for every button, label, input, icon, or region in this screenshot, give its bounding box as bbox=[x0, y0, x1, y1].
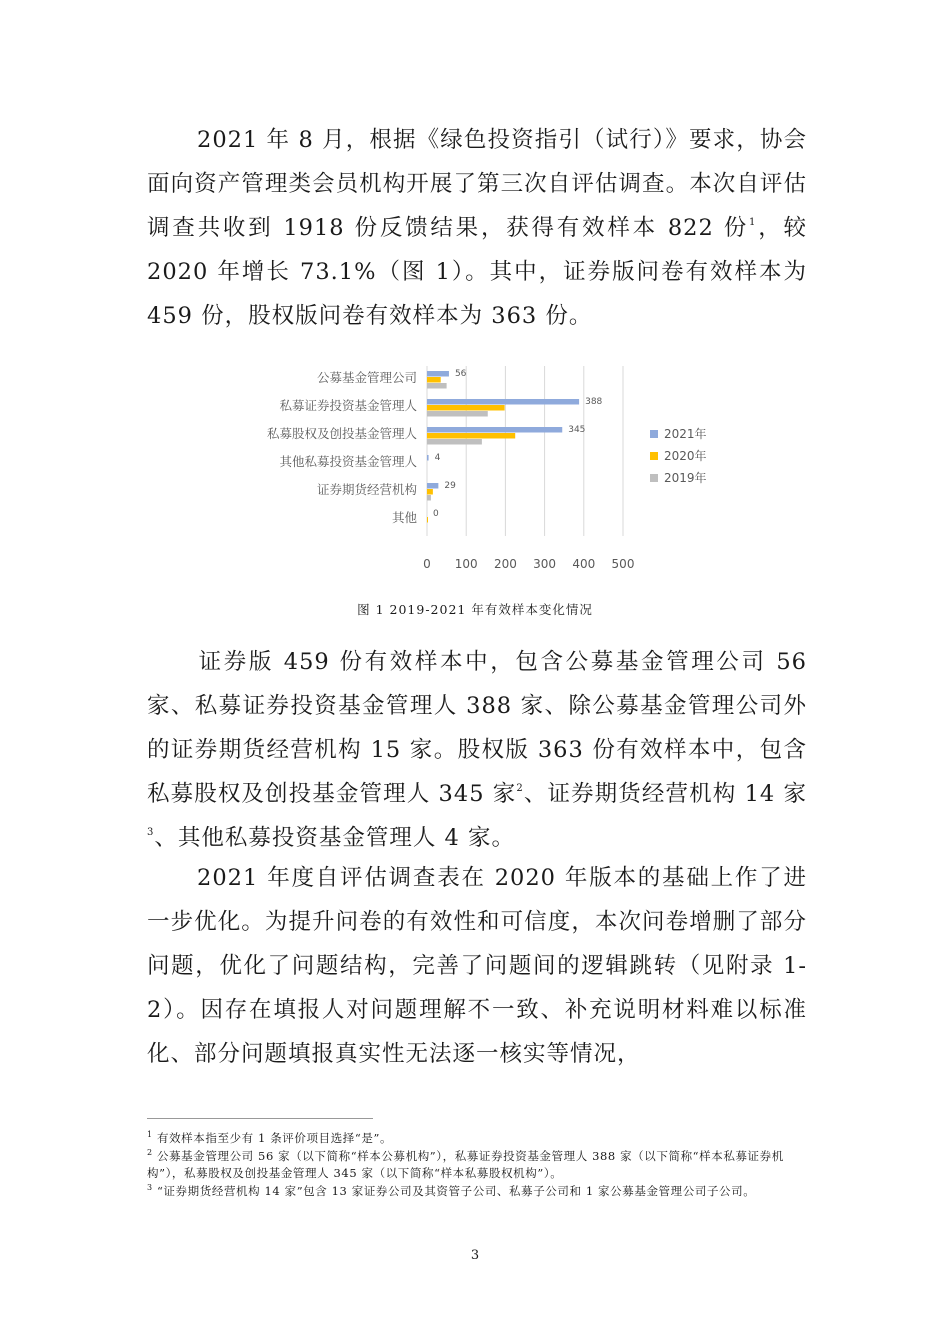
paragraph-intro-tail: ，较 2020 年增长 73.1%（图 1）。其中，证券版问卷有效样本为 459 份，股权版问卷有效样本为 363 份。 bbox=[147, 215, 807, 329]
legend-label: 2019年 bbox=[664, 471, 707, 485]
paragraph-survey-optimization bbox=[147, 856, 807, 1076]
paragraph-samples-text-b: 、证券期货经营机构 14 家 bbox=[523, 781, 807, 807]
footnote-mark: 1 bbox=[147, 1130, 153, 1139]
bar-2019年 bbox=[427, 411, 488, 417]
footnote-3 bbox=[147, 1183, 809, 1200]
footnote-text: “证券期货经营机构 14 家”包含 13 家证券公司及其资管子公司、私募子公司和 1 家公募基金管理公司子公司。 bbox=[156, 1184, 756, 1198]
footnotes bbox=[147, 1130, 809, 1201]
category-label: 证券期货经营机构 bbox=[316, 482, 417, 497]
data-label: 56 bbox=[454, 369, 467, 379]
paragraph-survey-optimization-text: 2021 年度自评估调查表在 2020 年版本的基础上作了进一步优化。为提升问卷的有效性和可信度，本次问卷增删了部分问题，优化了问题结构，完善了问题间的逻辑跳转（见附录 1-2）。因存在填报人对问题理解不一致、补充说明材料难以标准化、部分问题填报真实性无法逐一核实等情况， bbox=[147, 865, 807, 1067]
x-tick-label: 300 bbox=[533, 557, 557, 570]
bar-2021年 bbox=[427, 455, 429, 461]
page-number: 3 bbox=[470, 1248, 480, 1263]
bar-2019年 bbox=[427, 495, 431, 501]
x-tick-label: 0 bbox=[423, 557, 431, 570]
category-label: 私募股权及创投基金管理人 bbox=[266, 426, 417, 441]
bar-2020年 bbox=[427, 433, 515, 439]
paragraph-samples-text-a: 证券版 459 份有效样本中，包含公募基金管理公司 56 家、私募证券投资基金管理人 388 家、除公募基金管理公司外的证券期货经营机构 15 家。股权版 363 份有效样本中，包含私募股权及创投基金管理人 345 家 bbox=[147, 649, 807, 807]
footnote-divider bbox=[147, 1118, 373, 1119]
data-label: 388 bbox=[585, 397, 603, 407]
legend-swatch bbox=[650, 452, 658, 460]
bar-2021年 bbox=[427, 483, 438, 489]
data-label: 345 bbox=[568, 425, 586, 435]
footnote-text: 有效样本指至少有 1 条评价项目选择“是”。 bbox=[156, 1131, 393, 1145]
category-label: 公募基金管理公司 bbox=[316, 370, 417, 385]
data-label: 4 bbox=[434, 453, 441, 463]
bar-2020年 bbox=[427, 405, 505, 411]
legend-swatch bbox=[650, 474, 658, 482]
bar-2021年 bbox=[427, 427, 562, 433]
bar-2019年 bbox=[427, 383, 447, 389]
category-label: 其他 bbox=[391, 510, 417, 525]
x-tick-label: 500 bbox=[611, 557, 635, 570]
category-label: 其他私募投资基金管理人 bbox=[279, 454, 417, 469]
data-label: 0 bbox=[433, 509, 439, 519]
footnote-mark: 2 bbox=[147, 1148, 153, 1157]
bar-2019年 bbox=[427, 439, 482, 445]
x-tick-label: 100 bbox=[454, 557, 478, 570]
sample-bar-chart bbox=[230, 360, 750, 570]
footnote-ref-1[interactable]: 1 bbox=[749, 217, 757, 228]
x-tick-label: 200 bbox=[493, 557, 517, 570]
figure-caption: 图 1 2019-2021 年有效样本变化情况 bbox=[357, 602, 593, 617]
paragraph-intro-text: 2021 年 8 月，根据《绿色投资指引（试行）》要求，协会面向资产管理类会员机构开展了第三次自评估调查。本次自评估调查共收到 1918 份反馈结果，获得有效样本 822 份 bbox=[147, 127, 807, 241]
legend-label: 2020年 bbox=[664, 449, 707, 463]
footnote-ref-2[interactable]: 2 bbox=[516, 783, 524, 794]
x-tick-label: 400 bbox=[572, 557, 596, 570]
footnote-2 bbox=[147, 1148, 809, 1182]
paragraph-samples bbox=[147, 640, 807, 860]
legend-label: 2021年 bbox=[664, 427, 707, 441]
legend-swatch bbox=[650, 430, 658, 438]
bar-2021年 bbox=[427, 399, 579, 405]
paragraph-samples-text-c: 、其他私募投资基金管理人 4 家。 bbox=[154, 825, 515, 851]
bar-2020年 bbox=[427, 377, 441, 383]
data-label: 29 bbox=[444, 481, 456, 491]
paragraph-intro bbox=[147, 118, 807, 338]
footnote-ref-3[interactable]: 3 bbox=[147, 827, 155, 838]
bar-2020年 bbox=[427, 517, 428, 523]
bar-2020年 bbox=[427, 489, 433, 495]
footnote-mark: 3 bbox=[147, 1183, 153, 1192]
bar-2021年 bbox=[427, 371, 449, 377]
category-label: 私募证券投资基金管理人 bbox=[279, 398, 417, 413]
footnote-1 bbox=[147, 1130, 809, 1147]
footnote-text: 公募基金管理公司 56 家（以下简称“样本公募机构”），私募证券投资基金管理人 388 家（以下简称“样本私募证券机构”），私募股权及创投基金管理人 345 家（以下简称“样本私募股权机构”）。 bbox=[147, 1149, 784, 1180]
